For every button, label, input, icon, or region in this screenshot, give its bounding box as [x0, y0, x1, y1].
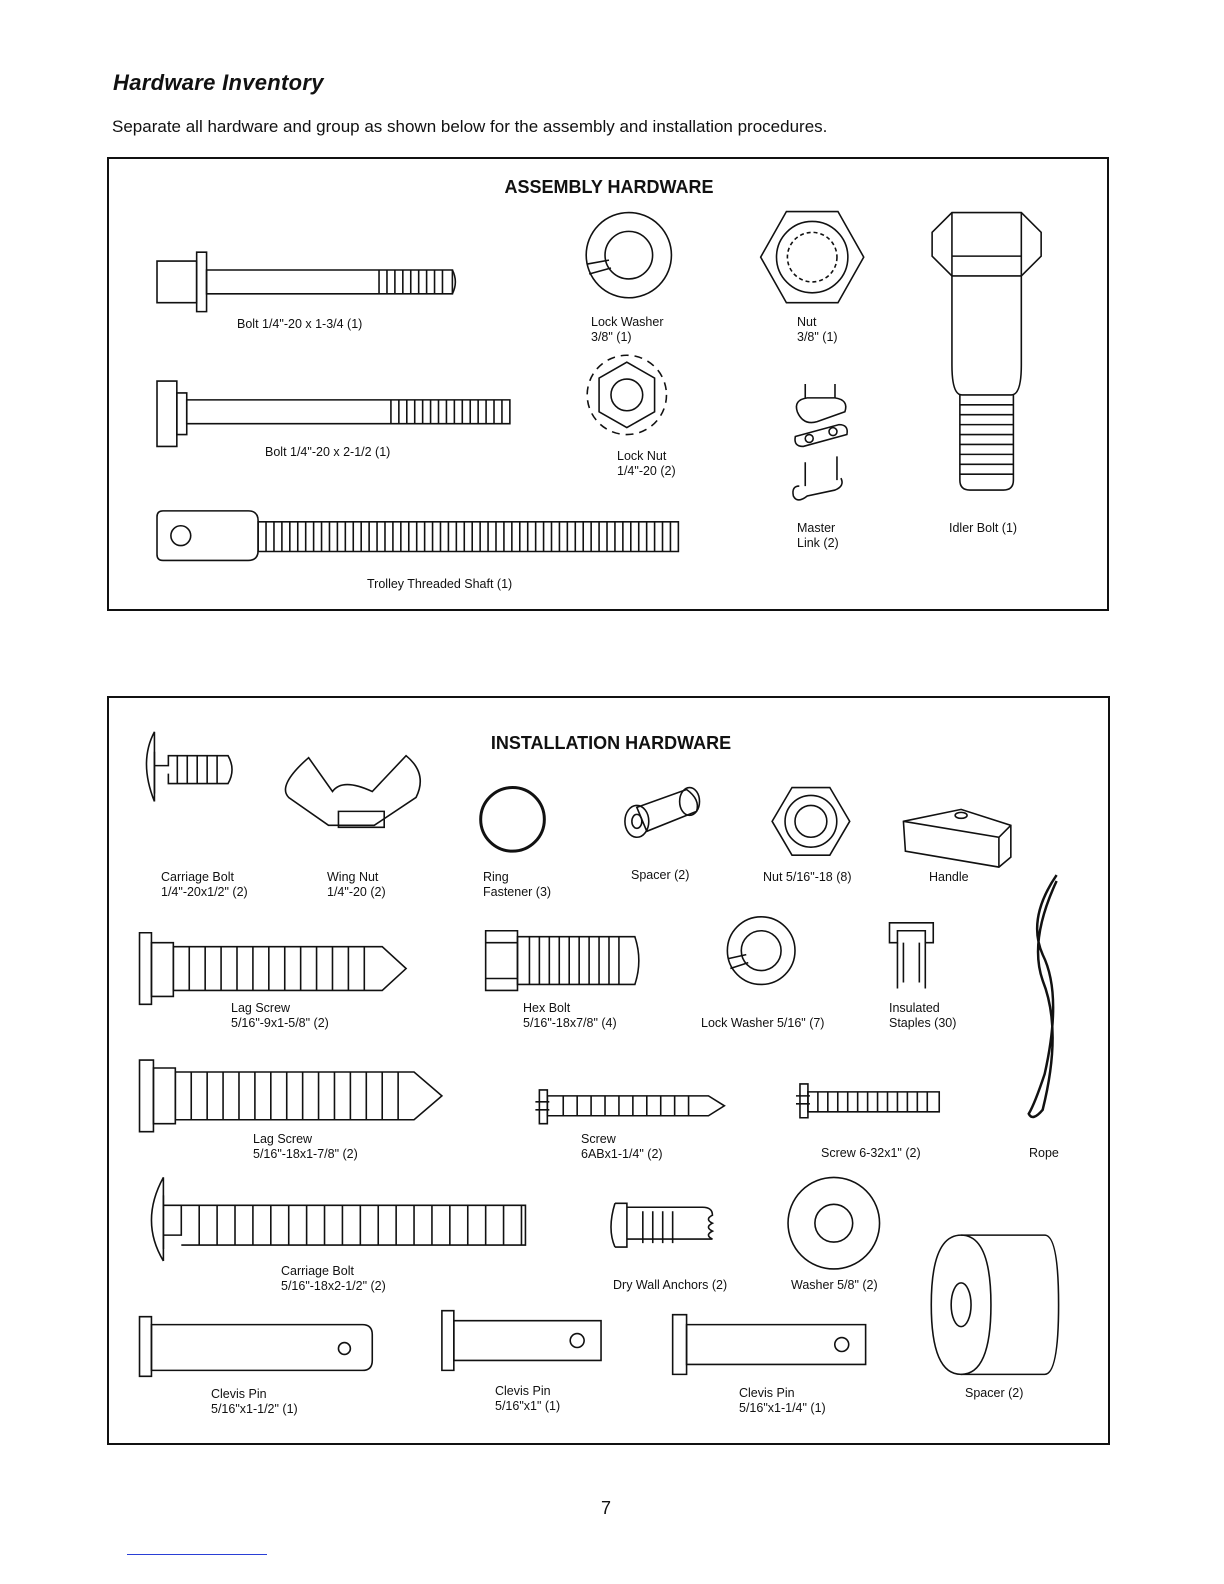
assembly-illustrations [109, 159, 1107, 609]
installation-heading: INSTALLATION HARDWARE [490, 733, 732, 753]
spacer-small-illustration [625, 788, 700, 838]
clevis-pin-2-illustration [442, 1311, 601, 1371]
clevis-pin-3-label: Clevis Pin 5/16"x1-1/4" (1) [739, 1386, 826, 1415]
intro-text: Separate all hardware and group as shown below for the assembly and installation procedures. [112, 117, 828, 136]
idler-bolt-label: Idler Bolt (1) [949, 521, 1018, 535]
idler-bolt-illustration [932, 213, 1041, 491]
lag-screw-2-illustration [140, 1060, 442, 1132]
clevis-pin-1-label: Clevis Pin 5/16"x1-1/2" (1) [211, 1387, 298, 1416]
ring-fastener-label: Ring Fastener (3) [483, 870, 552, 899]
nut-516-label: Nut 5/16"-18 (8) [763, 870, 852, 884]
wing-nut-label: Wing Nut 1/4"-20 (2) [327, 870, 386, 899]
handle-illustration [903, 809, 1010, 867]
installation-hardware-panel [107, 696, 1110, 1445]
lag-screw-1-label: Lag Screw 5/16"-9x1-5/8" (2) [231, 1001, 329, 1030]
assembly-heading: ASSEMBLY HARDWARE [504, 177, 714, 197]
ring-fastener-illustration [481, 788, 545, 852]
page-number: 7 [601, 1498, 612, 1518]
lag-screw-2-label: Lag Screw 5/16"-18x1-7/8" (2) [253, 1132, 358, 1161]
carriage-bolt-large-label: Carriage Bolt 5/16"-18x2-1/2" (2) [281, 1264, 386, 1293]
clevis-pin-3-illustration [673, 1315, 866, 1375]
trolley-shaft-label: Trolley Threaded Shaft (1) [367, 577, 513, 591]
carriage-bolt-small-label: Carriage Bolt 1/4"-20x1/2" (2) [161, 870, 248, 899]
trolley-shaft-illustration [157, 511, 678, 561]
lock-washer-516-label: Lock Washer 5/16" (7) [701, 1016, 825, 1030]
bolt-short-label: Bolt 1/4"-20 x 1-3/4 (1) [237, 317, 363, 331]
clevis-pin-1-illustration [140, 1317, 373, 1377]
carriage-bolt-large-illustration [151, 1177, 525, 1261]
screw-6ab-illustration [535, 1090, 724, 1124]
nut-illustration [761, 212, 864, 303]
handle-label: Handle [929, 870, 969, 884]
lock-nut-illustration [587, 355, 666, 434]
screw-632-label: Screw 6-32x1" (2) [821, 1146, 921, 1160]
washer-label: Washer 5/8" (2) [791, 1278, 878, 1292]
bolt-long-label: Bolt 1/4"-20 x 2-1/2 (1) [265, 445, 391, 459]
lag-screw-1-illustration [140, 933, 407, 1005]
insulated-staples-illustration [889, 923, 933, 989]
master-link-illustration [793, 384, 847, 500]
bolt-short-illustration [157, 252, 455, 311]
hex-bolt-illustration [486, 931, 639, 991]
screw-632-illustration [796, 1084, 939, 1118]
hex-bolt-label: Hex Bolt 5/16"-18x7/8" (4) [523, 1001, 617, 1030]
spacer-large-illustration [931, 1235, 1058, 1374]
carriage-bolt-small-illustration [146, 732, 232, 802]
clevis-pin-2-label: Clevis Pin 5/16"x1" (1) [495, 1384, 561, 1413]
spacer-large-label: Spacer (2) [965, 1386, 1024, 1400]
insulated-staples-label: Insulated Staples (30) [889, 1001, 957, 1030]
rope-label: Rope [1029, 1146, 1059, 1160]
installation-illustrations [109, 698, 1108, 1443]
lock-washer-illustration [586, 213, 671, 298]
lock-nut-label: Lock Nut 1/4"-20 (2) [617, 449, 676, 478]
rope-illustration [1029, 875, 1057, 1117]
lock-washer-label: Lock Washer 3/8" (1) [591, 315, 664, 344]
footer-rule [127, 1554, 267, 1555]
page-title: Hardware Inventory [113, 70, 324, 95]
lock-washer-516-illustration [727, 917, 795, 985]
wing-nut-illustration [285, 756, 420, 828]
washer-illustration [788, 1177, 880, 1269]
assembly-hardware-panel [107, 157, 1109, 611]
master-link-label: Master Link (2) [797, 521, 839, 550]
spacer-small-label: Spacer (2) [631, 868, 690, 882]
bolt-long-illustration [157, 381, 510, 446]
drywall-anchors-label: Dry Wall Anchors (2) [613, 1278, 728, 1292]
drywall-anchor-illustration [611, 1203, 712, 1247]
nut-label: Nut 3/8" (1) [797, 315, 838, 344]
screw-6ab-label: Screw 6ABx1-1/4" (2) [581, 1132, 663, 1161]
nut-516-illustration [772, 788, 850, 856]
